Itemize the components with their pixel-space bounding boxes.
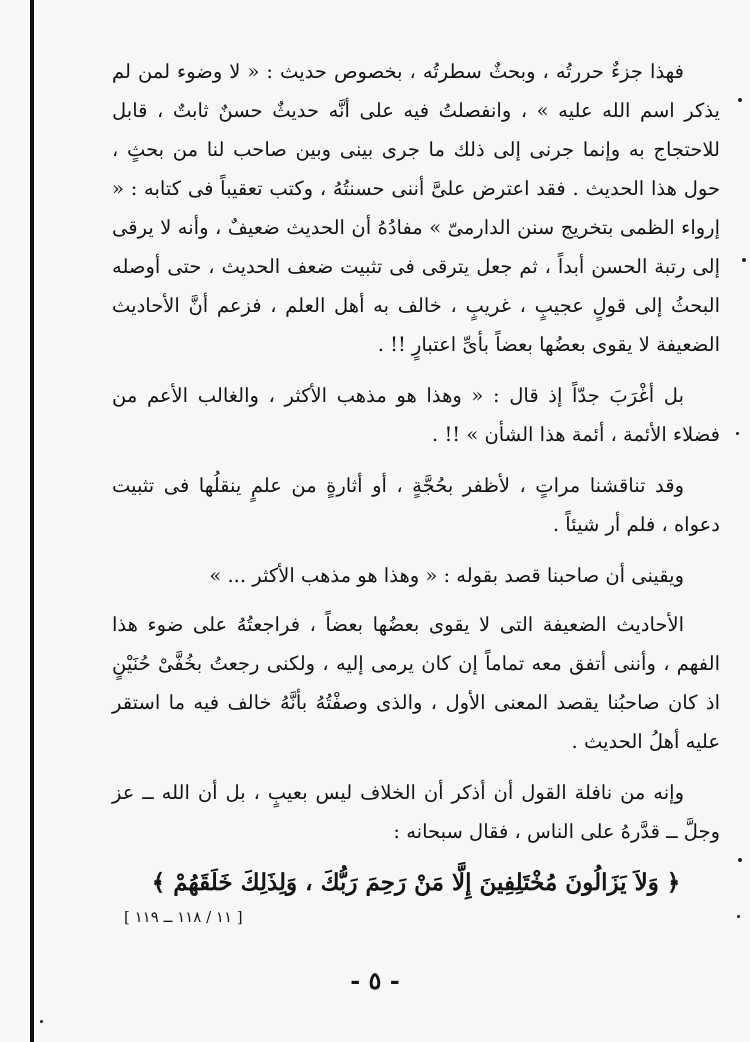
paragraph-majority-claim: بل أغْرَبَ جدّاً إذ قال : « وهذا هو مذهب الأكثر ، والغالب الأعم من فضلاء الأئمة ، أئمة هذا الشأن » !! . (112, 384, 720, 446)
quran-verse: ﴿ وَلاَ يَزَالُونَ مُخْتَلِفِينَ إِلَّا مَنْ رَحِمَ رَبُّكَ ، وَلِذَلِكَ خَلَقَهُمْ ﴾ (151, 869, 681, 896)
page-body (112, 52, 720, 929)
scan-speck (738, 858, 742, 862)
scan-speck (738, 98, 742, 102)
paragraph-weak-hadith: الأحاديث الضعيفة التى لا يقوى بعضُها بعضاً ، فراجعتُهُ على ضوء هذا الفهم ، وأننى أتفق معه تماماً إن كان يرمى إليه ، ولكنى رجعتُ بخُفَّىْ حُنَيْنٍ اذ كان صاحبُنا يقصد المعنى الأول ، والذى وصفْتُهُ بأنَّهُ خالف فيه ما استقر عليه أهلُ الحديث . (112, 613, 720, 753)
binding-edge (30, 0, 34, 1042)
paragraph-discussion: وقد تناقشنا مراتٍ ، لأظفر بحُجَّةٍ ، أو أثارةٍ من علمٍ ينقلُها فى تثبيت دعواه ، فلم أر شيئاً . (112, 474, 720, 536)
scan-speck (737, 915, 740, 918)
page-number: - ٥ - (350, 966, 400, 995)
scan-speck (40, 1020, 43, 1023)
paragraph-disagreement: وإنه من نافلة القول أن أذكر أن الخلاف ليس بعيبٍ ، بل أن الله ــ عز وجلَّ ــ قدَّرهُ على الناس ، فقال سبحانه : (112, 781, 720, 843)
scan-speck (742, 258, 746, 262)
paragraph-introduction: فهذا جزءٌ حررتُه ، وبحثٌ سطرتُه ، بخصوص حديث : « لا وضوء لمن لم يذكر اسم الله عليه » ، وانفصلتُ فيه على أنَّه حديثٌ حسنٌ ثابتٌ ، قابل للاحتجاج به وإنما جرنى إلى ذلك ما جرى بينى وبين صاحب لنا من بحثٍ ، حول هذا الحديث . فقد اعترض علىَّ أننى حسنتُهُ ، وكتب تعقيباً فى كتابه : « إرواء الظمى بتخريج سنن الدارمىّ » مفادُهُ أن الحديث ضعيفٌ ، وأنه لا يرقى إلى رتبة الحسن أبداً ، ثم جعل يترقى فى تثبيت ضعف الحديث ، حتى أوصله البحثُ إلى قولٍ عجيبٍ ، غريبٍ ، خالف به أهل العلم ، فزعم أنَّ الأحاديث الضعيفة لا يقوى بعضُها بعضاً بأىِّ اعتبارٍ !! . (112, 60, 720, 356)
paragraph-certainty: ويقينى أن صاحبنا قصد بقوله : « وهذا هو مذهب الأكثر ... » (209, 564, 684, 587)
verse-reference: [ ١١ / ١١٨ ــ ١١٩ ] (124, 908, 243, 926)
scan-speck (736, 432, 739, 435)
